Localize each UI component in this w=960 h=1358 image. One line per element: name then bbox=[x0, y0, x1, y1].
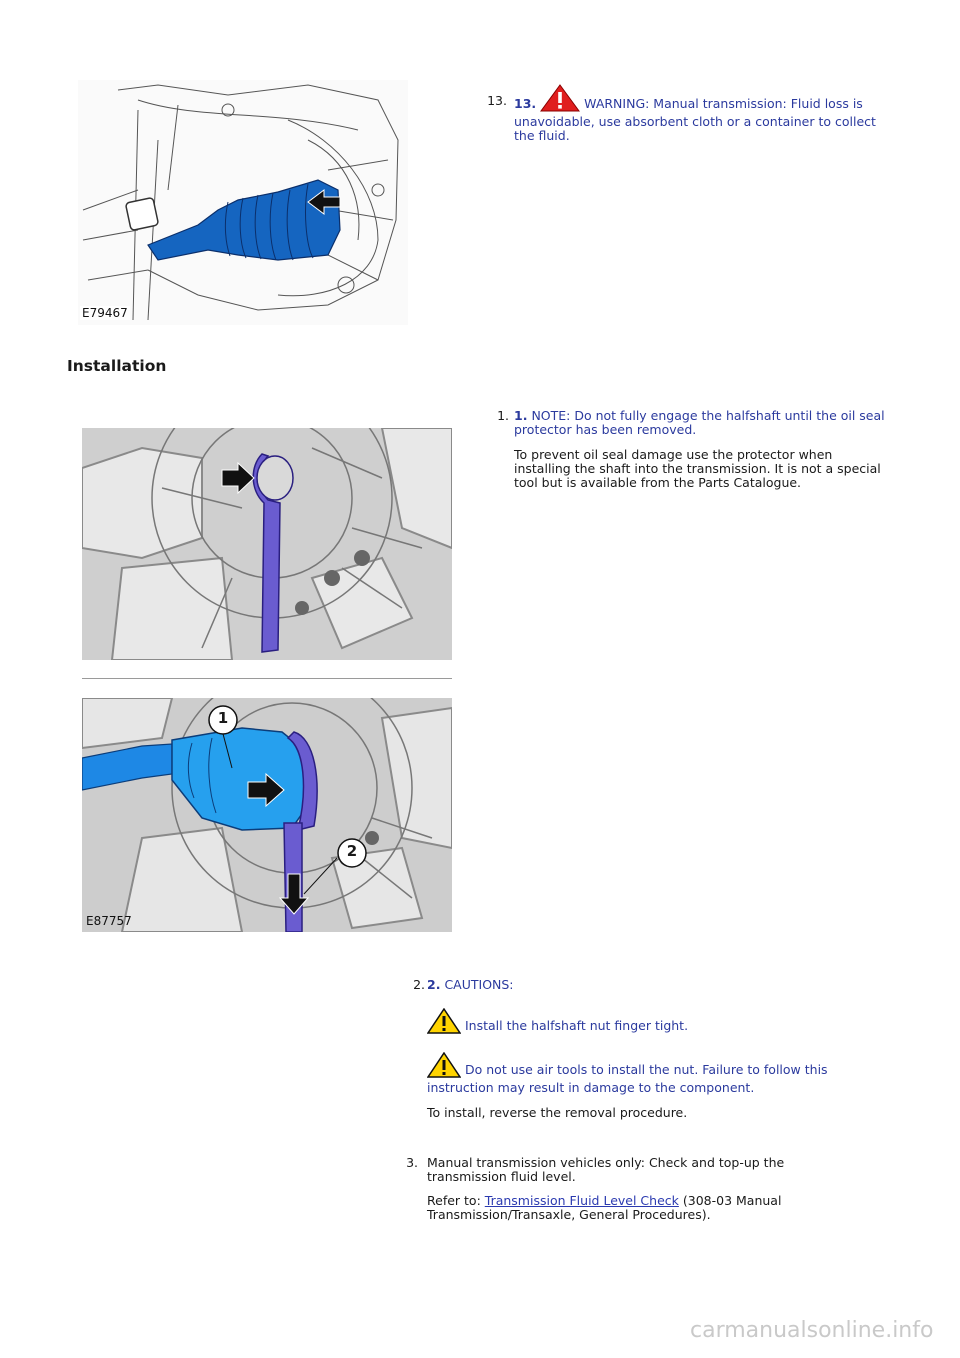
step-bold-number: 2. bbox=[427, 977, 441, 992]
halfshaft-install-illustration bbox=[82, 698, 452, 932]
figure-divider bbox=[82, 678, 452, 679]
refer-prefix: Refer to: bbox=[427, 1193, 481, 1208]
callout-2: 2 bbox=[346, 842, 358, 860]
warning-red-icon bbox=[540, 84, 580, 115]
caution-icon bbox=[427, 1008, 461, 1037]
caution-icon bbox=[427, 1052, 461, 1081]
step-number: 3. bbox=[406, 1155, 418, 1170]
figure-halfshaft-install bbox=[82, 698, 452, 932]
watermark: carmanualsonline.info bbox=[690, 1318, 934, 1343]
step-2-body: To install, reverse the removal procedure. bbox=[427, 1105, 688, 1120]
figure-seal-protector bbox=[82, 428, 452, 660]
caution-text: Install the halfshaft nut finger tight. bbox=[465, 1018, 689, 1033]
caution-1 bbox=[427, 1008, 877, 1037]
callout-1: 1 bbox=[217, 709, 229, 727]
caution-text: Do not use air tools to install the nut. Failure to follow this instruction may result in damage to the component. bbox=[427, 1062, 828, 1095]
step-3-text: Manual transmission vehicles only: Check and top-up the transmission fluid level. bbox=[427, 1155, 785, 1184]
refer-suffix: (308-03 Manual Transmission/Transaxle, General Procedures). bbox=[427, 1193, 782, 1222]
step-3-reference bbox=[427, 1194, 827, 1222]
step-number: 2. bbox=[413, 977, 425, 992]
step-1-note bbox=[514, 409, 886, 437]
figure-label: E87757 bbox=[86, 914, 132, 928]
transmission-fluid-level-check-link[interactable]: Transmission Fluid Level Check bbox=[484, 1193, 679, 1208]
step-1-body: To prevent oil seal damage use the protector when installing the shaft into the transmission. It is not a special tool but is available from the Parts Catalogue. bbox=[514, 447, 881, 490]
halfshaft-removal-illustration bbox=[78, 80, 408, 325]
caution-2 bbox=[427, 1052, 877, 1095]
figure-halfshaft-removal bbox=[78, 80, 408, 325]
section-heading: Installation bbox=[67, 357, 167, 375]
step-number: 13. bbox=[487, 93, 507, 108]
note-text: NOTE: Do not fully engage the halfshaft until the oil seal protector has been removed. bbox=[514, 408, 885, 437]
step-2-cautions-heading bbox=[427, 978, 877, 992]
step-number: 1. bbox=[497, 408, 509, 423]
figure-label: E79467 bbox=[82, 306, 128, 320]
cautions-label: CAUTIONS: bbox=[444, 977, 514, 992]
warning-text: WARNING: Manual transmission: Fluid loss is unavoidable, use absorbent cloth or a container to collect the fluid. bbox=[514, 96, 876, 143]
step-bold-number: 1. bbox=[514, 408, 528, 423]
step-bold-number: 13. bbox=[514, 96, 537, 111]
step-13-warning bbox=[514, 84, 884, 143]
seal-protector-illustration bbox=[82, 428, 452, 660]
